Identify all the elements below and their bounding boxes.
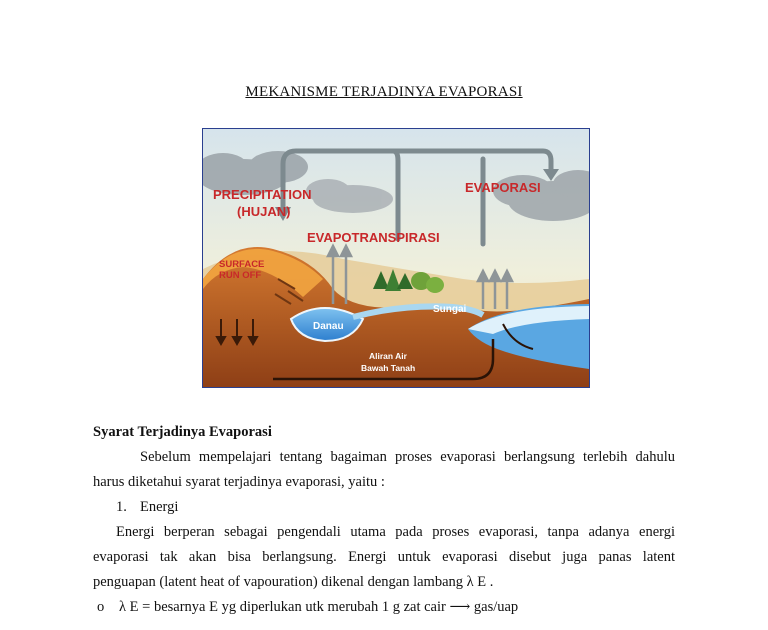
bullet-mark: o [97, 599, 105, 615]
document-title: MEKANISME TERJADINYA EVAPORASI [245, 84, 523, 100]
label-precipitation: PRECIPITATION [213, 187, 312, 202]
label-aliran-air: Aliran Air [369, 351, 407, 361]
label-evapotranspirasi: EVAPOTRANSPIRASI [307, 230, 440, 245]
label-evaporasi: EVAPORASI [465, 180, 541, 195]
label-danau: Danau [313, 321, 344, 332]
section-heading: Syarat Terjadinya Evaporasi [93, 424, 272, 440]
list-label: Energi [140, 499, 179, 515]
evaporation-diagram [202, 128, 590, 388]
energy-line-1: Energi berperan sebagai pengendali utama pada proses evaporasi, tanpa adanya energi [116, 524, 675, 540]
list-item-energi [116, 495, 178, 520]
water-cycle-illustration [203, 129, 589, 387]
intro-line-2: harus diketahui syarat terjadinya evaporasi, yaitu : [93, 474, 385, 490]
label-sungai: Sungai [433, 304, 467, 315]
label-run-off: RUN OFF [219, 270, 262, 281]
energy-line-3: penguapan (latent heat of vapouration) dikenal dengan lambang λ E . [93, 574, 494, 590]
bullet-item [97, 595, 518, 620]
label-surface: SURFACE [219, 259, 265, 270]
bullet-text: λ E = besarnya E yg diperlukan utk merubah 1 g zat cair ⟶ gas/uap [119, 599, 519, 615]
label-hujan: (HUJAN) [237, 204, 291, 219]
energy-line-2: evaporasi tak akan bisa berlangsung. Energi untuk evaporasi disebut juga panas latent [93, 549, 675, 565]
label-bawah-tanah: Bawah Tanah [361, 363, 416, 373]
intro-line-1: Sebelum mempelajari tentang bagaiman proses evaporasi berlangsung terlebih dahulu [140, 449, 675, 465]
list-number: 1. [116, 499, 127, 515]
